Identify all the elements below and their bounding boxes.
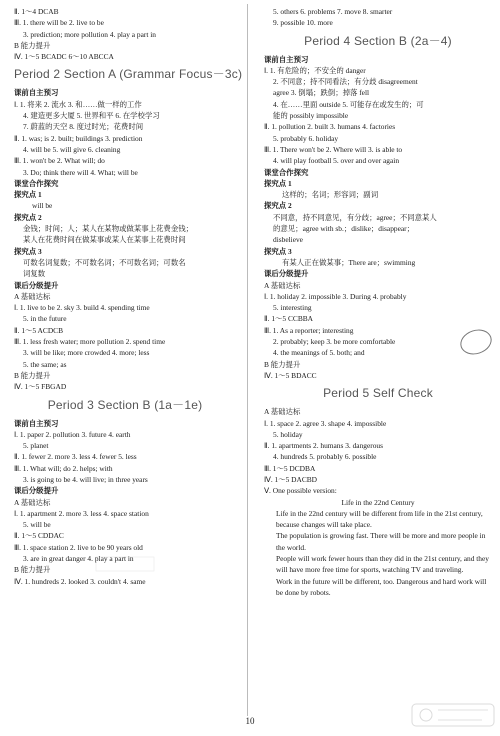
section-title: Period 5 Self Check: [323, 386, 433, 401]
answer-line: disbelieve: [273, 235, 303, 245]
answer-line: Ⅳ. 1～5 FBGAD: [14, 382, 67, 392]
subheading: 课后分级提升: [14, 280, 59, 290]
answer-line: Ⅲ. 1. there will be 2. live to be: [14, 18, 104, 28]
subheading: 课前自主预习: [264, 54, 309, 64]
answer-line: 有某人正在做某事；There are；swimming: [282, 257, 416, 267]
subheading: 课后分级提升: [264, 269, 309, 279]
answer-line: Work in the future will be different, too. Dangerous and hard work will be done by robots.: [276, 576, 487, 597]
answer-line: Ⅲ. 1. There won't be 2. Where will 3. is able to: [264, 144, 403, 154]
subheading: 探究点 3: [264, 246, 292, 256]
answer-line: 5. in the future: [23, 314, 67, 324]
answer-line: Ⅱ. 1. apartments 2. humans 3. dangerous: [264, 441, 383, 451]
answer-line: Ⅳ. 1～5 DACBD: [264, 474, 318, 484]
answer-line: Ⅲ. 1～5 DCDBA: [264, 463, 316, 473]
answer-line: 4. hundreds 5. probably 6. possible: [273, 452, 377, 462]
answer-line: A 基础达标: [264, 407, 301, 417]
answer-line: A 基础达标: [14, 497, 51, 507]
answer-line: 3. will be like; more crowded 4. more; less: [23, 348, 150, 358]
answer-line: 能的 possibly impossible: [273, 111, 349, 121]
answer-line: 这样的；名词；形容词；副词: [282, 190, 379, 200]
subheading: 探究点 3: [14, 246, 42, 256]
answer-line: 4. the meanings of 5. both; and: [273, 348, 365, 358]
answer-line: 5. others 6. problems 7. move 8. smarter: [273, 7, 393, 16]
answer-line: Ⅲ. 1. What will; do 2. helps; with: [14, 463, 113, 473]
answer-line: Ⅲ. 1. As a reporter; interesting: [264, 325, 354, 335]
watermark-faint: [95, 555, 155, 573]
answer-line: Life in the 22nd century will be different from life in the 21st century, because changes will take place.: [276, 508, 483, 530]
right-column: [264, 6, 492, 598]
subheading: 探究点 1: [14, 190, 42, 200]
answer-line: Ⅰ. 1. space 2. agree 3. shape 4. impossible: [264, 418, 387, 428]
subheading: 探究点 2: [264, 201, 292, 211]
answer-line: The population is growing fast. There will be more and more people in the world.: [276, 531, 486, 552]
answer-line: Ⅳ. 1～5 BCADC 6～10 ABCCA: [14, 52, 114, 62]
answer-line: Ⅰ. 1. paper 2. pollution 3. future 4. earth: [14, 429, 131, 439]
answer-line: A 基础达标: [14, 291, 51, 301]
answer-line: 5. the same; as: [23, 359, 67, 369]
answer-line: 3. prediction; more pollution 4. play a part in: [23, 29, 157, 39]
answer-line: Ⅲ. 1. less fresh water; more pollution 2. spend time: [14, 337, 166, 347]
answer-line: Life in the 22nd Century: [341, 497, 415, 507]
answer-line: 不同意，持不同意见，有分歧；agree；不同意某人: [273, 212, 437, 222]
answer-line: Ⅲ. 1. won't be 2. What will; do: [14, 156, 105, 166]
answer-line: A 基础达标: [264, 280, 301, 290]
answer-line: B 能力提升: [14, 565, 51, 575]
answer-line: 5. planet: [23, 441, 49, 451]
answer-line: 4. will play football 5. over and over again: [273, 156, 400, 166]
subheading: 课后分级提升: [14, 486, 59, 496]
answer-line: Ⅱ. 1～5 CCBBA: [264, 314, 314, 324]
answer-line: Ⅱ. 1. was; is 2. built; buildings 3. prediction: [14, 133, 143, 143]
left-column: [14, 6, 243, 587]
subheading: 课前自主预习: [14, 88, 59, 98]
answer-line: Ⅱ. 1～5 ACDCB: [14, 325, 64, 335]
answer-line: 4. 建造更多大厦 5. 世界和平 6. 在学校学习: [23, 111, 160, 121]
answer-line: 7. 蔚蓝的天空 8. 度过时光；花费时间: [23, 122, 144, 132]
answer-line: Ⅰ. 1. apartment 2. more 3. less 4. space station: [14, 508, 149, 518]
subheading: 探究点 1: [264, 178, 292, 188]
answer-line: B 能力提升: [264, 359, 301, 369]
answer-line: Ⅰ. 1. holiday 2. impossible 3. During 4. probably: [264, 291, 407, 301]
answer-line: 2. probably; keep 3. be more comfortable: [273, 337, 396, 347]
answer-line: 可数名词复数；不可数名词；不可数名词；可数名: [23, 257, 186, 267]
answer-line: 的意见；agree with sb.；dislike；disappear；: [273, 224, 415, 234]
subheading: 课前自主预习: [14, 418, 59, 428]
answer-line: agree 3. 倒塌；跌倒；掉落 fell: [273, 88, 370, 98]
answer-line: Ⅰ. 1. 有危险的；不安全的 danger: [264, 65, 366, 75]
answer-line: will be: [32, 201, 53, 211]
page-number: 10: [245, 716, 255, 726]
answer-line: 词复数: [23, 269, 46, 279]
answer-line: B 能力提升: [14, 40, 51, 50]
answer-line: Ⅱ. 1. pollution 2. built 3. humans 4. factories: [264, 122, 396, 132]
section-title: Period 3 Section B (1a－1e): [47, 397, 203, 412]
answer-line: 某人在花费时间在做某事或某人在某事上花费时间: [23, 235, 186, 245]
answer-line: 5. interesting: [273, 303, 312, 313]
answer-line: 2. 不同意；持不同看法；有分歧 disagreement: [273, 77, 418, 87]
answer-line: 4. will be 5. will give 6. cleaning: [23, 144, 121, 154]
answer-line: Ⅳ. 1. hundreds 2. looked 3. couldn't 4. same: [14, 576, 146, 586]
answer-line: Ⅴ. One possible version:: [264, 486, 337, 496]
subheading: 探究点 2: [14, 212, 42, 222]
answer-line: 4. 在……里面 outside 5. 可能存在或发生的；可: [273, 99, 424, 109]
answer-line: Ⅲ. 1. space station 2. live to be 90 years old: [14, 542, 143, 552]
answer-line: B 能力提升: [14, 370, 51, 380]
answer-line: Ⅱ. 1. fewer 2. more 3. less 4. fewer 5. less: [14, 452, 137, 462]
answer-line: Ⅰ. 1. live to be 2. sky 3. build 4. spending time: [14, 303, 150, 313]
answer-line: 5. holiday: [273, 429, 303, 439]
answer-line: 5. probably 6. holiday: [273, 133, 339, 143]
answer-line: Ⅰ. 1. 将来 2. 流水 3. 和……做一样的工作: [14, 99, 142, 109]
answer-line: 3. Do; think there will 4. What; will be: [23, 167, 138, 177]
answer-line: Ⅱ. 1～4 DCAB: [14, 7, 59, 16]
answer-line: 3. are in great danger 4. play a part in: [23, 554, 134, 564]
answer-line: Ⅳ. 1～5 BDACC: [264, 370, 317, 380]
answer-line: 金钱；时间；人；某人在某物或做某事上花费金钱；: [23, 224, 193, 234]
answer-line: 9. possible 10. more: [273, 18, 333, 28]
answer-line: Ⅱ. 1～5 CDDAC: [14, 531, 64, 541]
section-title: Period 2 Section A (Grammar Focus－3c): [14, 67, 243, 82]
answer-line: People will work fewer hours than they did in the 21st century, and they will have more free time for sports, watching TV and traveling.: [276, 554, 489, 575]
column-divider: [247, 4, 248, 716]
answer-line: 3. is going to be 4. will live; in three years: [23, 474, 148, 484]
subheading: 课堂合作探究: [264, 167, 309, 177]
answer-line: 5. will be: [23, 520, 51, 530]
subheading: 课堂合作探究: [14, 178, 59, 188]
section-title: Period 4 Section B (2a－4): [304, 33, 452, 48]
